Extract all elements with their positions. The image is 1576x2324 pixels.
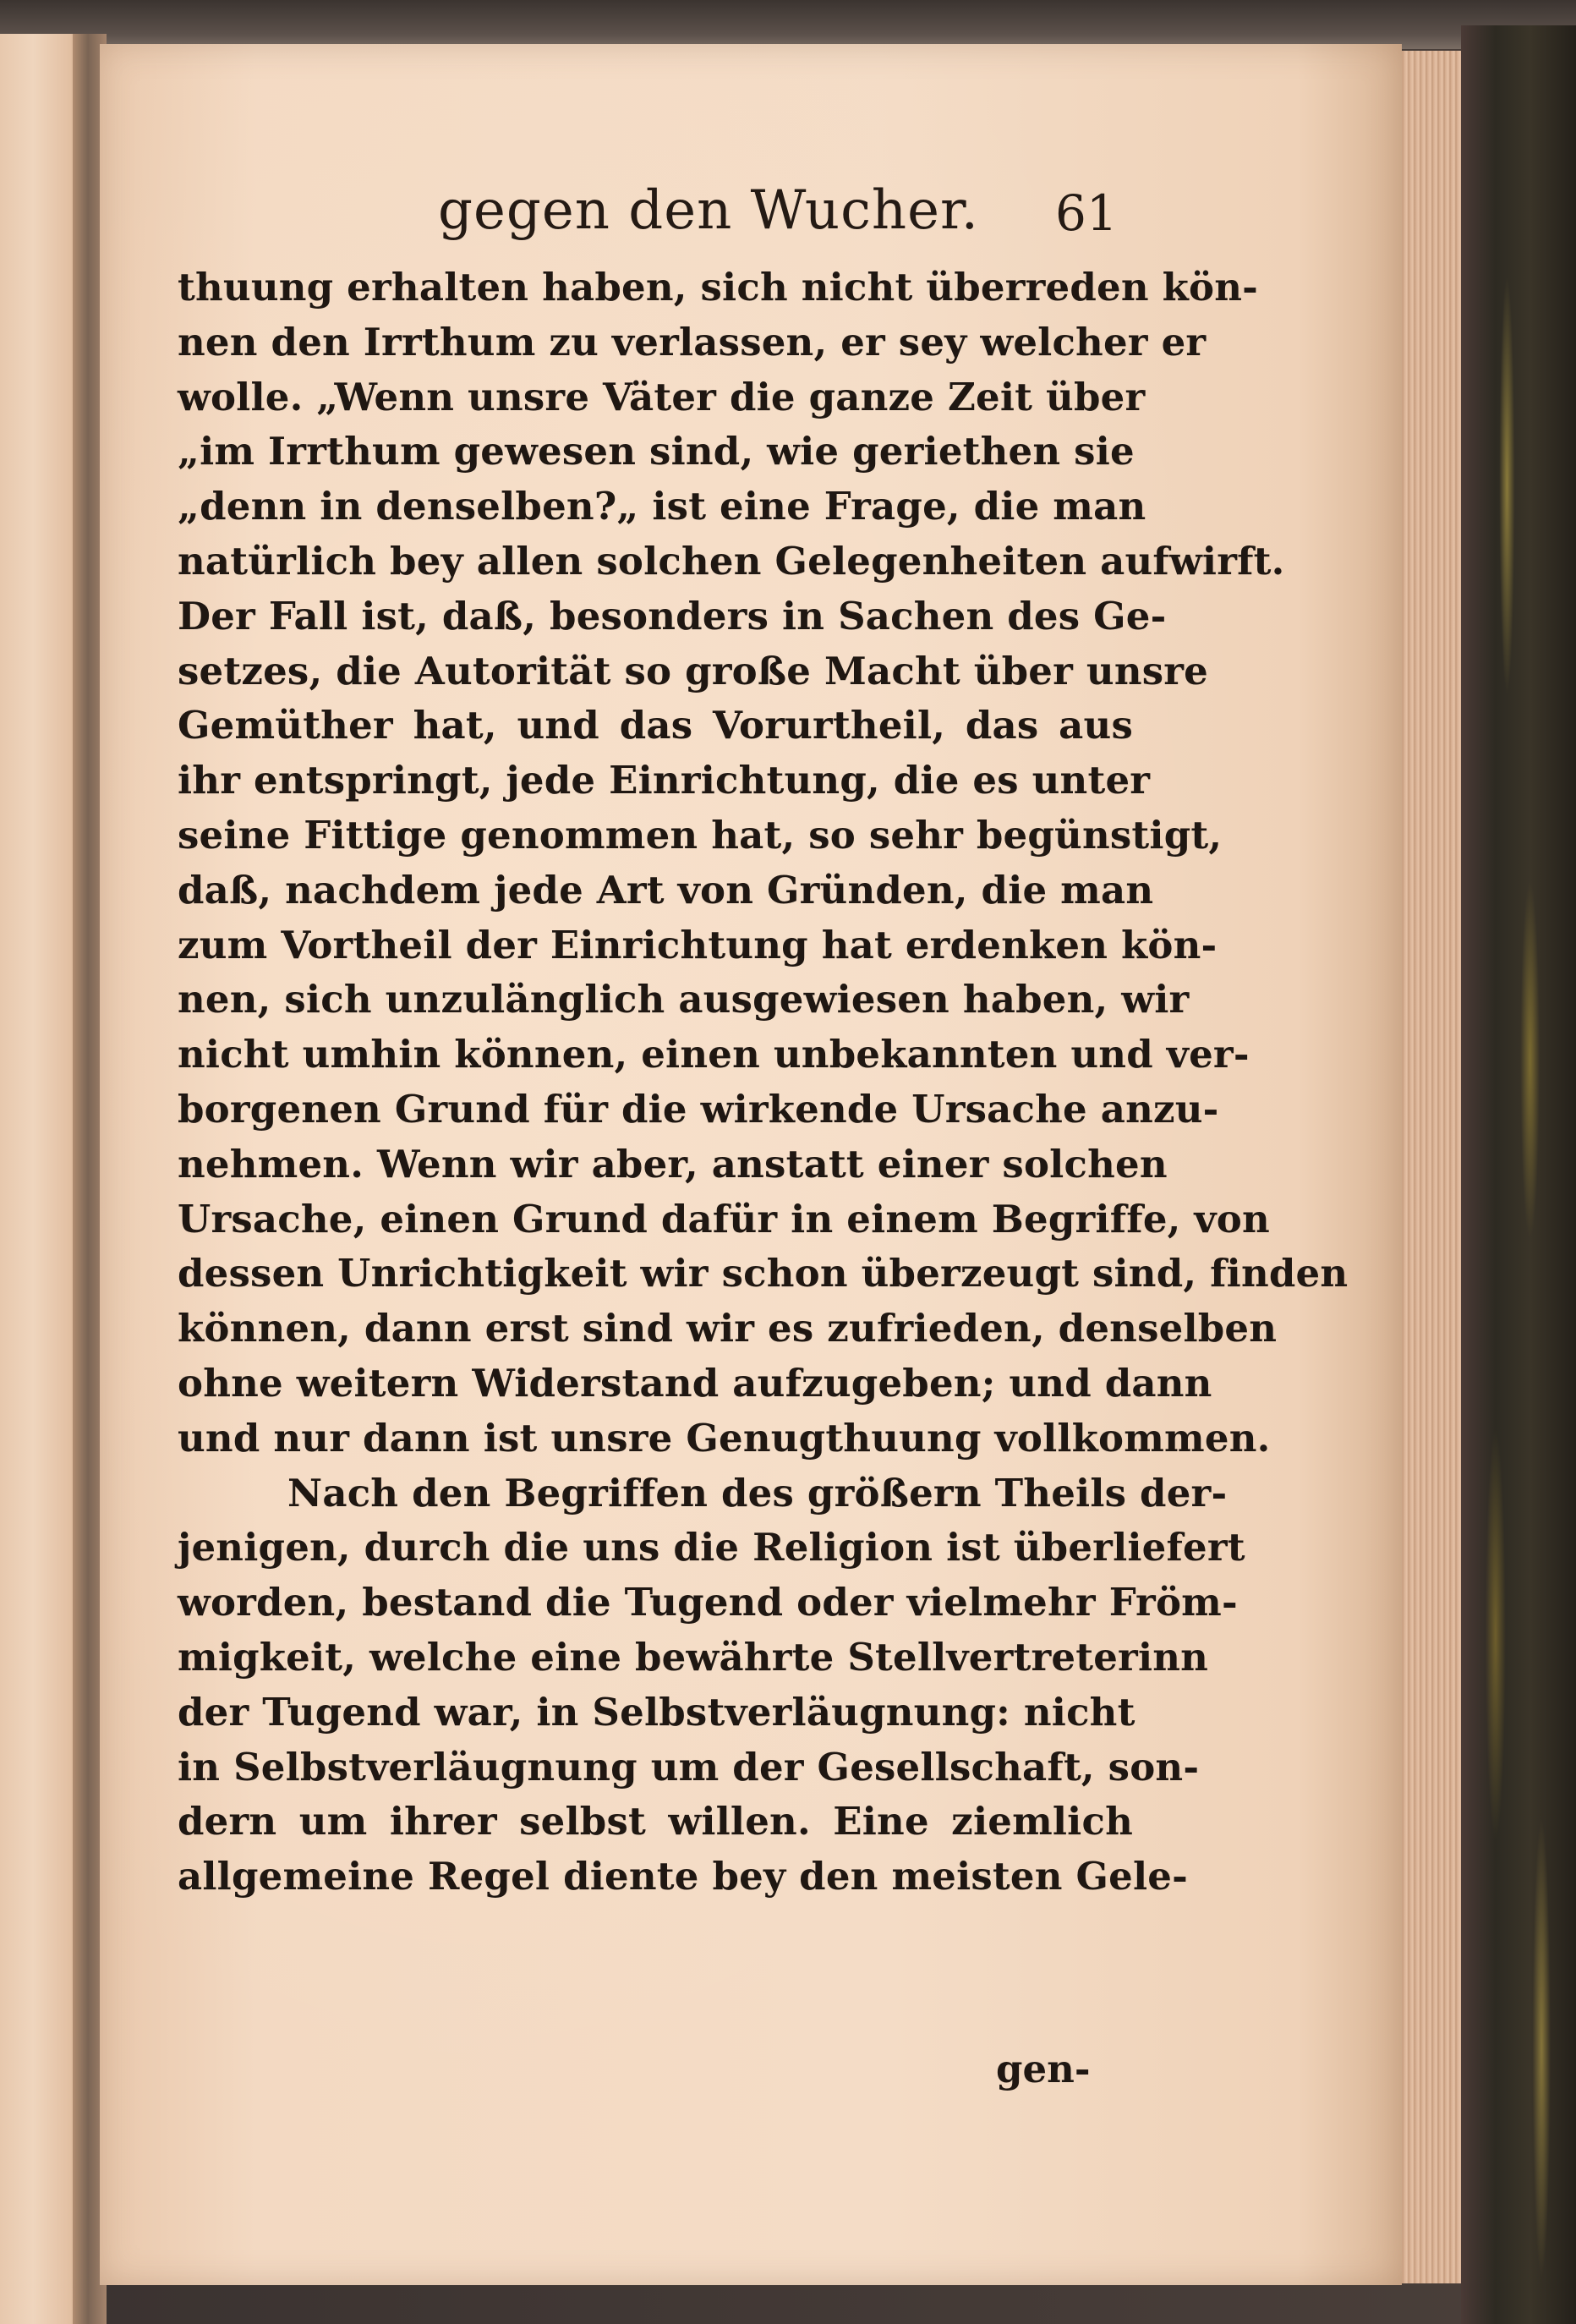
text-line: setzes, die Autorität so große Macht über unsre [178,648,1209,693]
text-line: ihr entspringt, jede Einrichtung, die es unter [178,758,1151,803]
text-line: borgenen Grund für die wirkende Ursache anzu- [178,1086,1219,1132]
text-line: worden, bestand die Tugend oder vielmehr Fröm- [178,1580,1238,1625]
text-line: nen, sich unzulänglich ausgewiesen haben, wir [178,977,1190,1022]
text-line: Nach den Begriffen des größern Theils der- [287,1470,1228,1516]
text-line: natürlich bey allen solchen Gelegenheiten aufwirft. [178,538,1285,584]
page-number: 61 [1055,184,1118,242]
text-line: dern um ihrer selbst willen. Eine ziemlich [178,1799,1133,1844]
text-line: Der Fall ist, daß, besonders in Sachen des Ge- [178,593,1167,639]
text-line: allgemeine Regel diente bey den meisten Gele- [178,1854,1188,1899]
text-line: und nur dann ist unsre Genugthuung vollkommen. [178,1415,1271,1461]
text-line: in Selbstverläugnung um der Gesellschaft, son- [178,1744,1200,1790]
text-line: der Tugend war, in Selbstverläugnung: nicht [178,1689,1135,1735]
text-line: „denn in denselben?„ ist eine Frage, die man [178,484,1146,529]
text-line: dessen Unrichtigkeit wir schon überzeugt sind, finden [178,1251,1349,1296]
text-line: nicht umhin können, einen unbekannten und ver- [178,1032,1250,1077]
text-line: jenigen, durch die uns die Religion ist überliefert [178,1525,1245,1570]
text-line: thuung erhalten haben, sich nicht überreden kön- [178,265,1259,310]
text-line: daß, nachdem jede Art von Gründen, die man [178,867,1154,913]
binding-top [0,0,1576,49]
facing-page-edge [0,34,83,2324]
catchword: gen- [996,2047,1091,2091]
text-line: nehmen. Wenn wir aber, anstatt einer solchen [178,1141,1168,1187]
running-head [100,162,1402,255]
text-line: ohne weitern Widerstand aufzugeben; und dann [178,1360,1212,1406]
text-line: Gemüther hat, und das Vorurtheil, das aus [178,703,1133,748]
text-line: Ursache, einen Grund dafür in einem Begriffe, von [178,1196,1270,1241]
text-line: können, dann erst sind wir es zufrieden, denselben [178,1306,1278,1351]
book-page [100,44,1402,2285]
text-line: zum Vortheil der Einrichtung hat erdenken kön- [178,922,1218,967]
body-text [178,260,1349,1905]
running-head-title: gegen den Wucher. [438,179,979,242]
text-line: seine Fittige genommen hat, so sehr begünstigt, [178,812,1223,858]
text-line: migkeit, welche eine bewährte Stellvertreterinn [178,1634,1209,1680]
marbled-cover [1461,25,1576,2324]
text-line: nen den Irrthum zu verlassen, er sey welcher er [178,319,1207,364]
text-line: „im Irrthum gewesen sind, wie geriethen sie [178,429,1135,474]
text-line: wolle. „Wenn unsre Väter die ganze Zeit über [178,374,1146,419]
